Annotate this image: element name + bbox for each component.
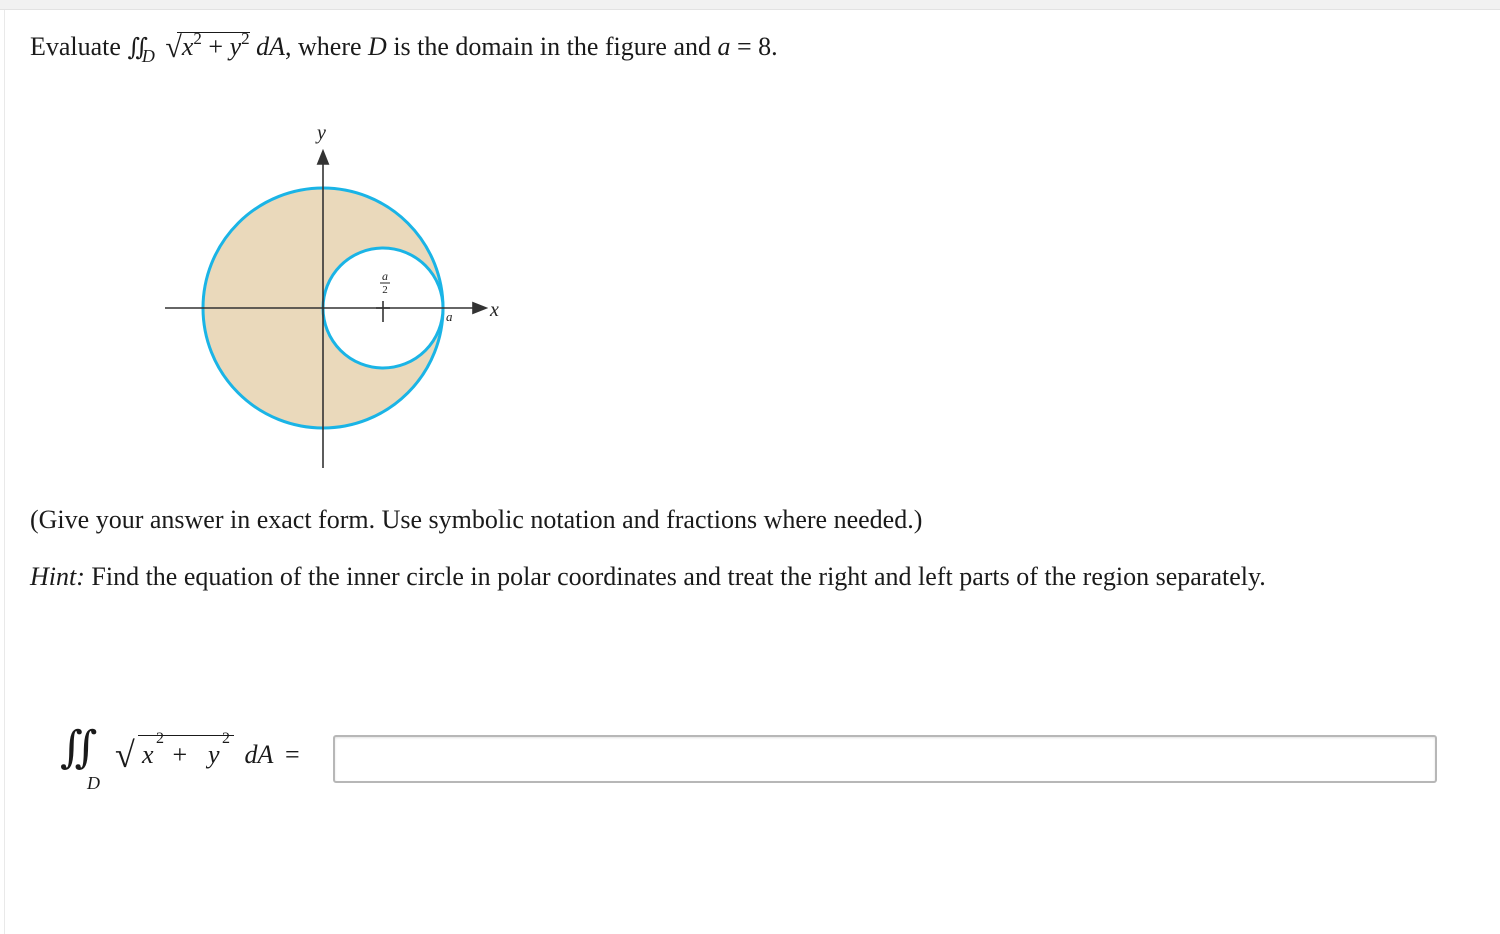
exponent-x: 2	[193, 29, 202, 48]
param-a: a	[717, 32, 731, 61]
instructions: (Give your answer in exact form. Use symbolic notation and fractions where needed.)	[30, 505, 923, 534]
answer-expression	[60, 720, 320, 800]
half-a-numerator: a	[382, 269, 388, 283]
hint-text: Find the equation of the inner circle in polar coordinates and treat the right and left parts of the region separately.	[84, 562, 1266, 591]
question-middle: is the domain in the figure and	[386, 32, 718, 61]
half-a-denominator: 2	[382, 284, 388, 296]
var-y: y	[229, 32, 242, 61]
answer-dA: dA	[238, 740, 274, 769]
x-axis-label: x	[490, 299, 499, 321]
var-x: x	[181, 32, 194, 61]
answer-exponent-x: 2	[156, 730, 164, 747]
plus-sign: +	[201, 32, 230, 61]
answer-input[interactable]	[333, 735, 1437, 783]
answer-radical-vinculum	[138, 735, 234, 736]
answer-plus: +	[166, 740, 194, 769]
a-tick-label: a	[446, 309, 453, 324]
answer-var-x: x	[142, 740, 154, 769]
domain-figure	[150, 115, 530, 480]
radical-sign: √	[165, 31, 182, 64]
left-border	[4, 10, 5, 934]
domain-var-D: D	[368, 32, 387, 61]
differential-dA: dA	[249, 32, 286, 61]
answer-integral-symbol: ∬	[60, 723, 86, 772]
double-integral-symbol: ∬	[127, 35, 142, 61]
answer-exponent-y: 2	[222, 730, 230, 747]
param-value: = 8.	[730, 32, 778, 61]
y-axis-label: y	[317, 122, 326, 144]
radical-expression	[161, 28, 249, 68]
answer-equals: =	[285, 740, 300, 769]
answer-var-y: y	[208, 740, 220, 769]
top-strip	[0, 0, 1500, 10]
hint-label: Hint:	[30, 562, 85, 591]
hint	[30, 562, 1266, 592]
question-text	[30, 28, 778, 68]
question-prefix: Evaluate	[30, 32, 128, 61]
integral-domain-subscript: D	[141, 46, 155, 66]
exponent-y: 2	[241, 29, 250, 48]
question-where: , where	[285, 32, 369, 61]
answer-radical-sign: √	[115, 735, 135, 775]
answer-domain-subscript: D	[87, 773, 100, 793]
